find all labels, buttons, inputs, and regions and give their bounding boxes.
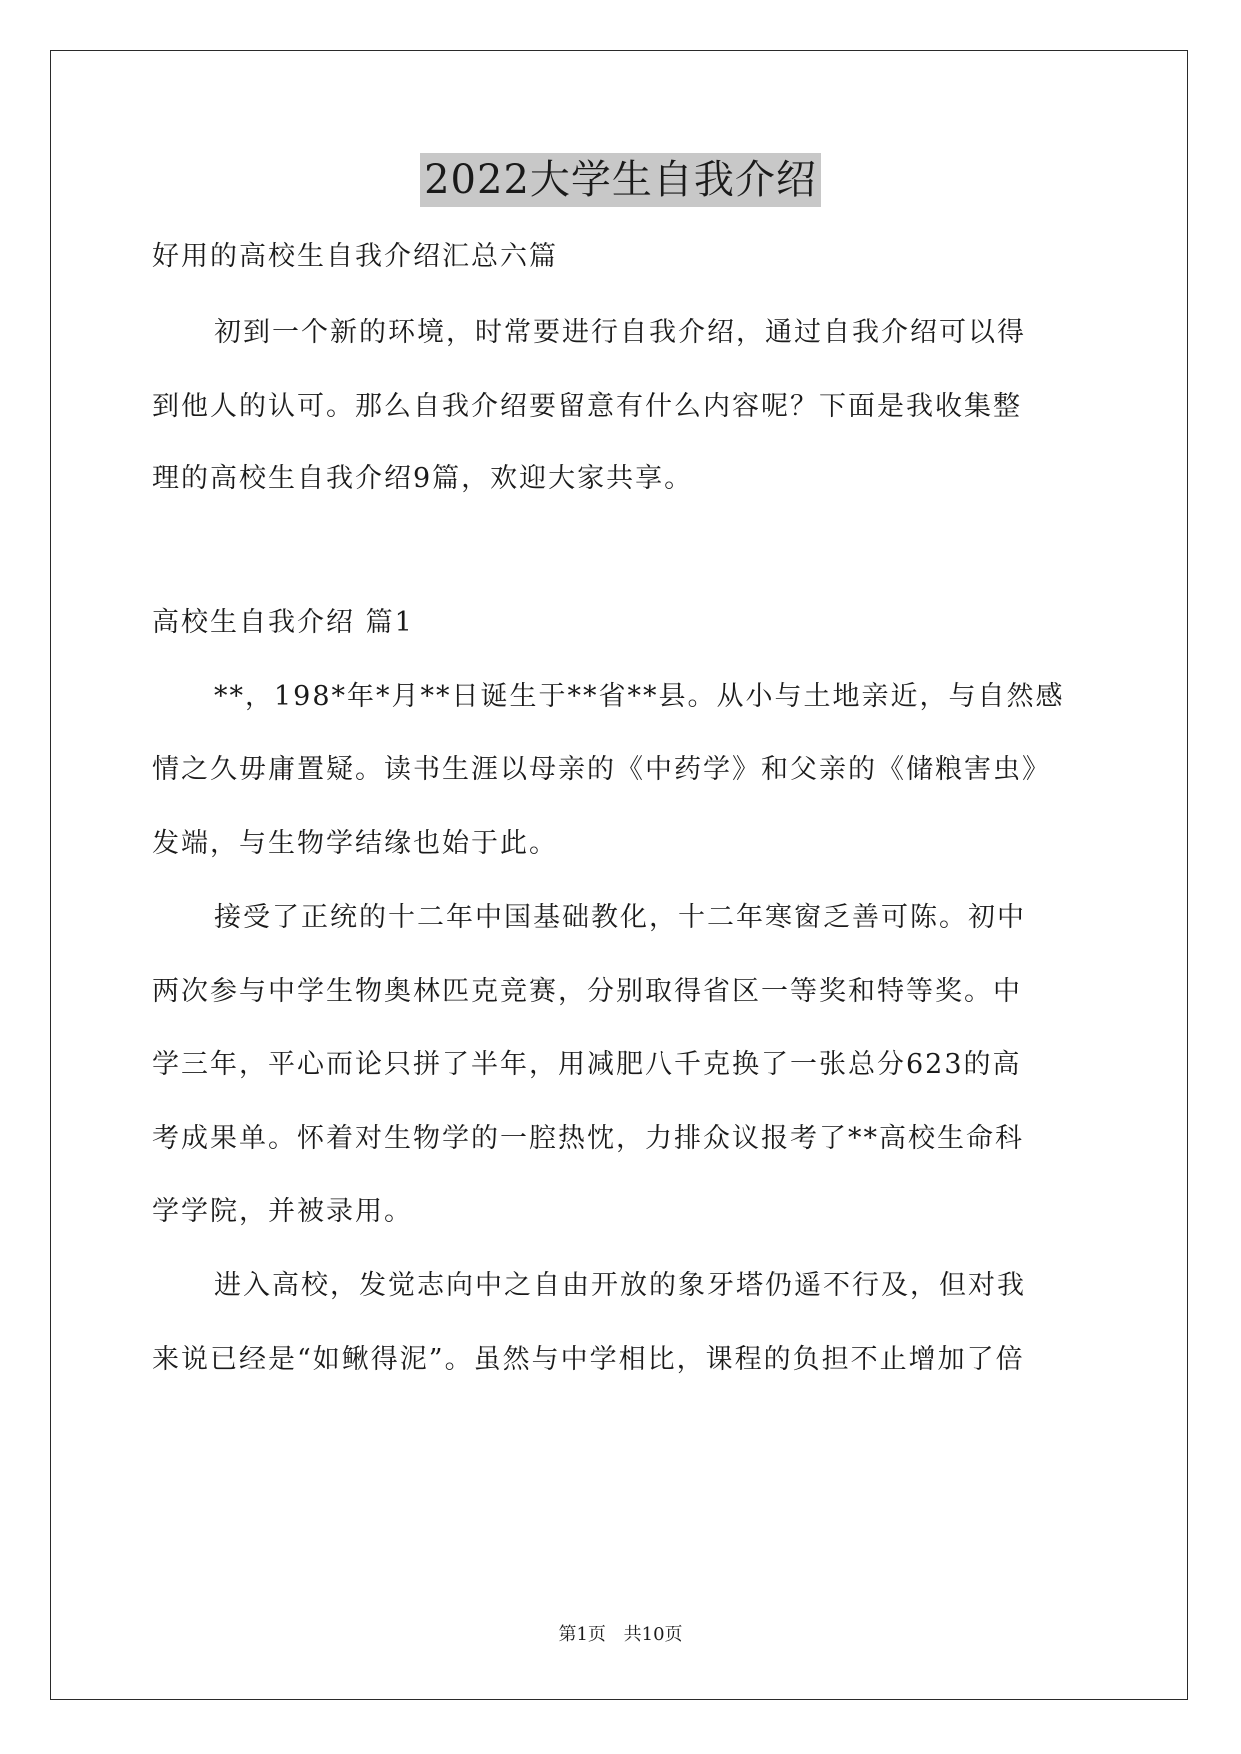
paragraph-line: **，198*年*月**日诞生于**省**县。从小与土地亲近，与自然感 [214,681,1065,712]
paragraph-line: 发端，与生物学结缘也始于此。 [152,828,558,859]
paragraph-line: 来说已经是“如鳅得泥”。虽然与中学相比，课程的负担不止增加了倍 [152,1344,1025,1375]
paragraph-line: 理的高校生自我介绍9篇，欢迎大家共享。 [152,463,694,494]
paragraph-line: 两次参与中学生物奥林匹克竞赛，分别取得省区一等奖和特等奖。中 [152,976,1022,1007]
paragraph-line: 学三年，平心而论只拼了半年，用减肥八千克换了一张总分623的高 [152,1049,1022,1080]
page-border [50,50,1188,1700]
title-container [0,153,1241,207]
page-number: 第1页 [558,1624,606,1645]
paragraph-line: 初到一个新的环境，时常要进行自我介绍，通过自我介绍可以得 [214,317,1026,348]
page-footer [0,1620,1241,1646]
paragraph-line: 到他人的认可。那么自我介绍要留意有什么内容呢？下面是我收集整 [152,391,1022,422]
subtitle: 好用的高校生自我介绍汇总六篇 [152,241,558,272]
paragraph-line: 进入高校，发觉志向中之自由开放的象牙塔仍遥不行及，但对我 [214,1270,1026,1301]
paragraph-line: 学学院，并被录用。 [152,1196,413,1227]
paragraph-line: 考成果单。怀着对生物学的一腔热忱，力排众议报考了**高校生命科 [152,1123,1024,1154]
paragraph-line: 接受了正统的十二年中国基础教化，十二年寒窗乏善可陈。初中 [214,902,1026,933]
paragraph-line: 情之久毋庸置疑。读书生涯以母亲的《中药学》和父亲的《储粮害虫》 [152,754,1051,785]
section-heading: 高校生自我介绍 篇1 [152,607,414,638]
document-title: 2022大学生自我介绍 [420,153,821,207]
page-count: 共10页 [623,1624,683,1645]
